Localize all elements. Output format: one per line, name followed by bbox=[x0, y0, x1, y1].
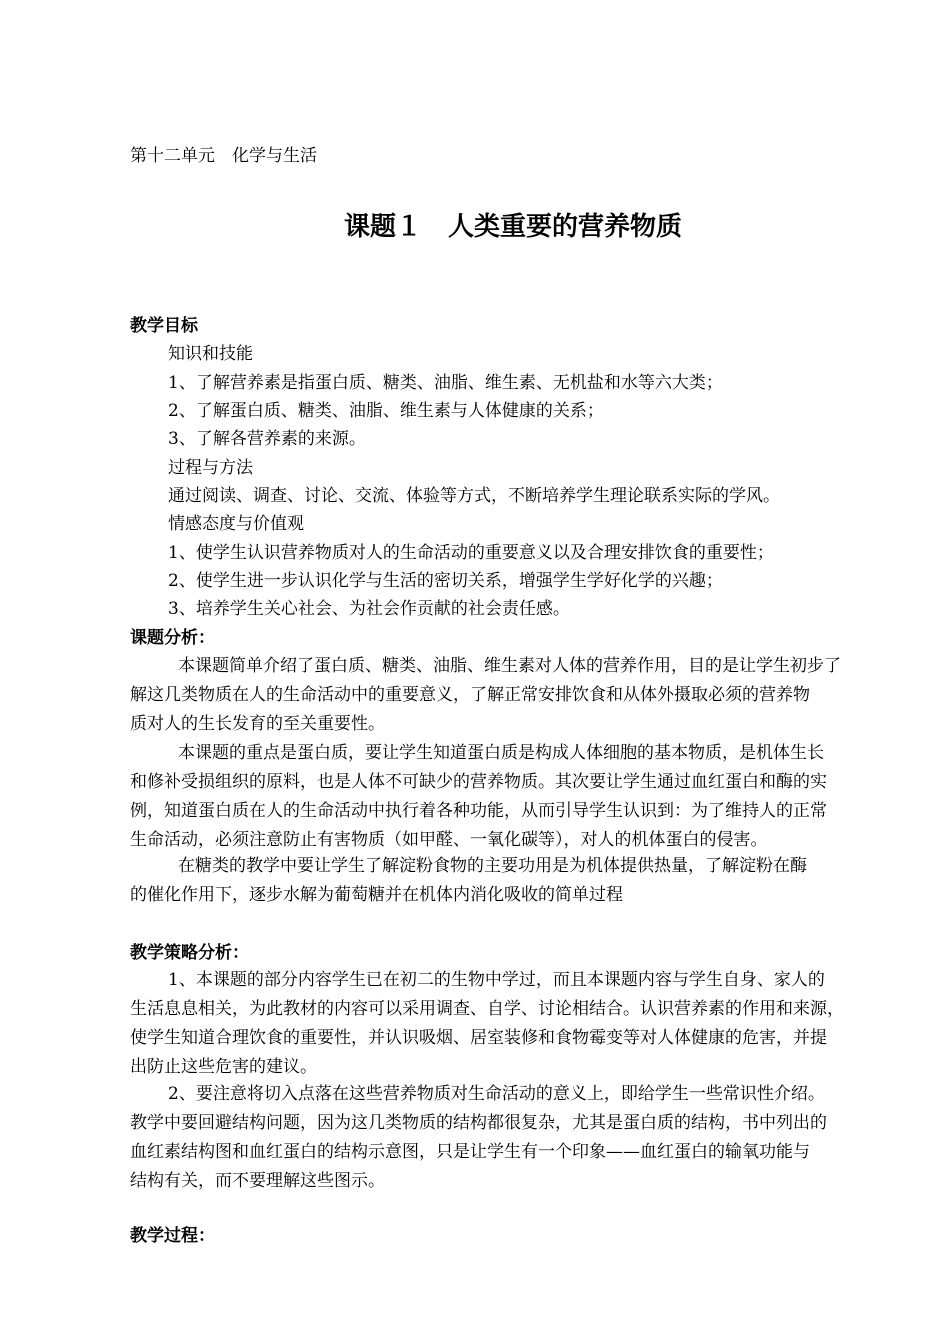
paragraph-line: 和修补受损组织的原料，也是人体不可缺少的营养物质。其次要让学生通过血红蛋白和酶的实 bbox=[130, 772, 827, 792]
paragraph-line: 本课题的重点是蛋白质，要让学生知道蛋白质是构成人体细胞的基本物质，是机体生长 bbox=[178, 743, 824, 763]
paragraph-line: 解这几类物质在人的生命活动中的重要意义，了解正常安排饮食和从体外摄取必须的营养物 bbox=[130, 685, 810, 705]
paragraph-line: 本课题简单介绍了蛋白质、糖类、油脂、维生素对人体的营养作用，目的是让学生初步了 bbox=[178, 656, 841, 676]
attitude-item: 2、使学生进一步认识化学与生活的密切关系，增强学生学好化学的兴趣； bbox=[168, 571, 723, 591]
attitude-heading: 情感态度与价值观 bbox=[168, 514, 304, 534]
paragraph-line: 结构有关，而不要理解这些图示。 bbox=[130, 1171, 385, 1191]
knowledge-item: 2、了解蛋白质、糖类、油脂、维生素与人体健康的关系； bbox=[168, 401, 604, 421]
strategy-paragraph-2 bbox=[130, 1080, 900, 1196]
paragraph-line: 使学生知道合理饮食的重要性，并认识吸烟、居室装修和食物霉变等对人体健康的危害，并提 bbox=[130, 1028, 827, 1048]
paragraph-line: 在糖类的教学中要让学生了解淀粉食物的主要功用是为机体提供热量，了解淀粉在酶 bbox=[178, 856, 807, 876]
paragraph-line: 2、要注意将切入点落在这些营养物质对生命活动的意义上，即给学生一些常识性介绍。 bbox=[168, 1084, 825, 1104]
analysis-heading: 课题分析： bbox=[130, 628, 215, 648]
attitude-item: 1、使学生认识营养物质对人的生命活动的重要意义以及合理安排饮食的重要性； bbox=[168, 543, 774, 563]
paragraph-line: 出防止这些危害的建议。 bbox=[130, 1057, 317, 1077]
analysis-paragraph-1 bbox=[130, 652, 900, 739]
paragraph-line: 生活息息相关，为此教材的内容可以采用调查、自学、讨论相结合。认识营养素的作用和来源， bbox=[130, 999, 844, 1019]
paragraph-line: 教学中要回避结构问题，因为这几类物质的结构都很复杂，尤其是蛋白质的结构，书中列出的 bbox=[130, 1113, 827, 1133]
paragraph-line: 例，知道蛋白质在人的生命活动中执行着各种功能，从而引导学生认识到：为了维持人的正常 bbox=[130, 801, 827, 821]
unit-header: 第十二单元 化学与生活 bbox=[130, 146, 317, 166]
paragraph-line: 生命活动，必须注意防止有害物质（如甲醛、一氧化碳等），对人的机体蛋白的侵害。 bbox=[130, 830, 768, 850]
analysis-paragraph-3 bbox=[130, 852, 900, 910]
process-section-heading: 教学过程： bbox=[130, 1226, 215, 1246]
strategy-paragraph-1 bbox=[130, 966, 900, 1082]
paragraph-line: 1、本课题的部分内容学生已在初二的生物中学过，而且本课题内容与学生自身、家人的 bbox=[168, 970, 825, 990]
paragraph-line: 质对人的生长发育的至关重要性。 bbox=[130, 714, 385, 734]
strategy-heading: 教学策略分析： bbox=[130, 943, 249, 963]
attitude-item: 3、培养学生关心社会、为社会作贡献的社会责任感。 bbox=[168, 599, 570, 619]
lesson-title: 课题１ 人类重要的营养物质 bbox=[343, 212, 682, 242]
knowledge-item: 1、了解营养素是指蛋白质、糖类、油脂、维生素、无机盐和水等六大类； bbox=[168, 373, 723, 393]
knowledge-heading: 知识和技能 bbox=[168, 344, 253, 364]
paragraph-line: 血红素结构图和血红蛋白的结构示意图，只是让学生有一个印象——血红蛋白的输氧功能与 bbox=[130, 1142, 810, 1162]
knowledge-item: 3、了解各营养素的来源。 bbox=[168, 429, 366, 449]
paragraph-line: 的催化作用下，逐步水解为葡萄糖并在机体内消化吸收的简单过程 bbox=[130, 885, 623, 905]
analysis-paragraph-2 bbox=[130, 739, 900, 855]
process-heading: 过程与方法 bbox=[168, 458, 253, 478]
objectives-heading: 教学目标 bbox=[130, 316, 198, 336]
process-text: 通过阅读、调查、讨论、交流、体验等方式，不断培养学生理论联系实际的学风。 bbox=[168, 486, 780, 506]
